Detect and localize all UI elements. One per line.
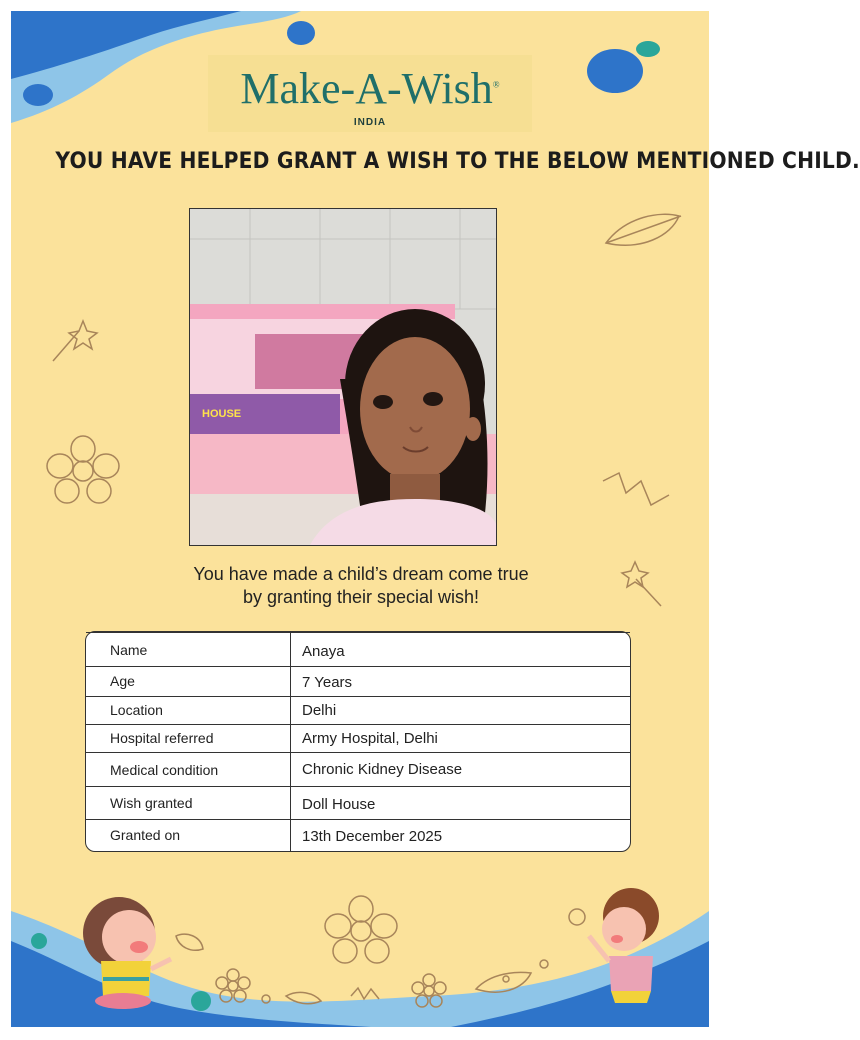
row-value: Army Hospital, Delhi <box>302 730 438 747</box>
table-row <box>86 752 630 786</box>
table-row <box>86 724 630 752</box>
row-label: Name <box>110 642 148 658</box>
message-line-1: You have made a child’s dream come true <box>193 564 529 584</box>
row-label: Granted on <box>110 827 181 843</box>
row-label: Age <box>110 673 135 689</box>
row-value: 13th December 2025 <box>302 828 443 845</box>
table-row <box>86 819 630 853</box>
logo-name: Make-A-Wish <box>240 64 493 113</box>
thank-you-message <box>101 563 621 609</box>
table-row <box>86 666 630 696</box>
row-value: Delhi <box>302 702 337 719</box>
table-row <box>86 632 630 666</box>
logo-country: INDIA <box>353 117 387 128</box>
row-value: Anaya <box>302 643 345 660</box>
child-photo <box>189 208 497 546</box>
headline: YOU HAVE HELPED GRANT A WISH TO THE BELOW MENTIONED CHILD. <box>55 149 860 174</box>
certificate-card <box>11 11 860 1027</box>
row-label: Wish granted <box>110 795 193 811</box>
row-value: Doll House <box>302 796 376 813</box>
row-label: Medical condition <box>110 762 219 778</box>
row-value: Chronic Kidney Disease <box>302 761 463 778</box>
registered-mark: ® <box>492 79 500 90</box>
table-row <box>86 696 630 724</box>
message-line-2: by granting their special wish! <box>242 587 480 607</box>
table-row <box>86 786 630 819</box>
child-details-table <box>85 631 631 852</box>
row-label: Hospital referred <box>110 730 214 746</box>
row-value: 7 Years <box>302 674 353 691</box>
make-a-wish-logo <box>208 55 532 132</box>
row-label: Location <box>110 702 163 718</box>
toy-box-label: HOUSE <box>202 408 242 420</box>
